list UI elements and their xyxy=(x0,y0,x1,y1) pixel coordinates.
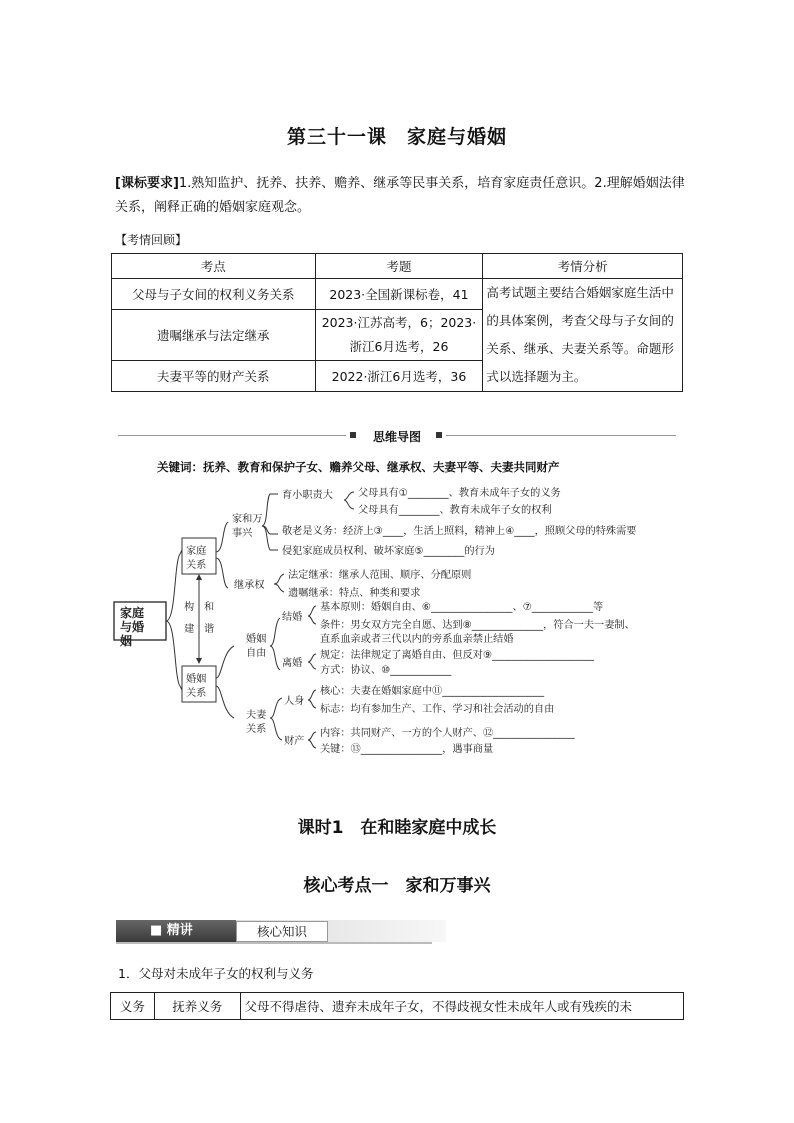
jinglao-text: 敬老是义务：经济上③____，生活上照料，精神上④____，照顾父母的特殊需要 xyxy=(282,526,637,537)
arrow-down-icon xyxy=(196,658,202,664)
tab-underline xyxy=(116,942,432,944)
caichan-label: 财产 xyxy=(284,736,305,747)
brace xyxy=(166,550,182,621)
table-cell: 遗嘱继承与法定继承 xyxy=(112,309,316,360)
link-left-label: 构建 xyxy=(184,602,195,635)
brace xyxy=(344,500,354,509)
yuxiao-item-2: 父母具有________、教育未成年子女的权利 xyxy=(358,505,552,516)
curriculum-text: 1.熟知监护、抚养、扶养、赡养、继承等民事关系，培育家庭责任意识。2.理解婚姻法律关系，阐释正确的婚姻家庭观念。 xyxy=(115,176,685,215)
header-point: 考点 xyxy=(112,254,316,279)
brace xyxy=(262,526,278,550)
lesson-title: 第三十一课 家庭与婚姻 xyxy=(286,126,507,148)
core-title: 核心考点一 家和万事兴 xyxy=(303,876,491,896)
jiehun-item-3: 直系血亲或者三代以内的旁系血亲禁止结婚 xyxy=(320,634,514,645)
table-cell: 抚养义务 xyxy=(154,993,240,1020)
brace xyxy=(308,606,316,616)
fading-text: 法定继承：继承人范围、顺序、分配原则 xyxy=(288,570,472,581)
mind-map-diagram xyxy=(110,482,690,762)
caichan-item-2: 关键：⑬________________，遇事商量 xyxy=(320,744,494,755)
jiehun-item-2: 条件：男女双方完全自愿、达到⑧______________，符合一夫一妻制、 xyxy=(320,620,635,631)
jiahe-label: 家和万事兴 xyxy=(232,514,263,539)
marriage-label: 婚姻关系 xyxy=(186,674,207,699)
section-heading-1: 1．父母对未成年子女的权利与义务 xyxy=(118,966,314,981)
brace xyxy=(270,618,280,646)
table-cell: 父母不得虐待、遗弃未成年子女，不得歧视女性未成年人或有残疾的未 xyxy=(240,993,683,1020)
tab-core-knowledge: 核心知识 xyxy=(236,921,328,942)
table-cell: 2023·江苏高考，6；2023·浙江6月选考，26 xyxy=(315,309,483,360)
brace xyxy=(216,522,228,552)
brace xyxy=(270,646,280,670)
table-cell: 2023·全国新课标卷，41 xyxy=(315,279,483,310)
ziyou-label: 婚姻自由 xyxy=(246,634,267,659)
brace xyxy=(166,621,182,690)
renshen-item-1: 核心：夫妻在婚姻家庭中⑪____________________ xyxy=(320,686,545,697)
table-cell: 2022·浙江6月选考，36 xyxy=(315,361,483,392)
jiehun-item-1: 基本原则：婚姻自由、⑥________________、⑦____________等 xyxy=(320,602,604,613)
brace xyxy=(270,698,282,718)
header-analysis: 考情分析 xyxy=(483,254,683,279)
lihun-item-2: 方式：协议、⑩____________ xyxy=(320,665,452,676)
brace xyxy=(274,574,284,584)
curriculum-tag: [课标要求] xyxy=(115,176,179,191)
brace xyxy=(274,584,284,592)
yizhu-text: 遗嘱继承：特点、种类和要求 xyxy=(288,588,421,599)
brace xyxy=(308,654,316,662)
brace xyxy=(308,740,316,748)
header-question: 考题 xyxy=(315,254,483,279)
brace xyxy=(262,494,278,526)
exam-review-table xyxy=(111,253,683,392)
yuxiao-label: 育小职责大 xyxy=(282,490,333,501)
class-title: 课时1 在和睦家庭中成长 xyxy=(297,818,497,838)
brace xyxy=(308,662,316,669)
lihun-item-1: 规定：法律规定了离婚自由、但反对⑨____________________ xyxy=(320,650,595,661)
renshen-item-2: 标志：均有参加生产、工作、学习和社会活动的自由 xyxy=(320,704,555,715)
table-cell: 义务 xyxy=(111,993,155,1020)
brace xyxy=(308,690,316,700)
yuxiao-item-1: 父母具有①________、教育未成年子女的义务 xyxy=(358,488,561,499)
link-right-label: 和谐 xyxy=(204,602,215,635)
table-cell: 夫妻平等的财产关系 xyxy=(112,361,316,392)
qinfan-text: 侵犯家庭成员权利、破坏家庭⑤________的行为 xyxy=(282,546,495,557)
jicheng-label: 继承权 xyxy=(234,580,265,591)
caichan-item-1: 内容：共同财产、一方的个人财产、⑫________________ xyxy=(320,728,575,739)
root-label: 家庭与婚姻 xyxy=(120,606,145,648)
curriculum-requirements xyxy=(115,172,687,220)
brace xyxy=(216,686,234,718)
mindmap-keywords: 关键词：抚养、教育和保护子女、赡养父母、继承权、夫妻平等、夫妻共同财产 xyxy=(157,460,560,474)
lihun-label: 离婚 xyxy=(282,658,303,669)
arrow-up-icon xyxy=(196,574,202,580)
renshen-label: 人身 xyxy=(284,696,305,707)
brace xyxy=(216,558,228,588)
tab-jingjiang: ■ 精讲 xyxy=(116,920,236,942)
brace xyxy=(270,718,282,740)
rights-duties-table xyxy=(110,992,684,1020)
brace xyxy=(216,646,234,678)
jiehun-label: 结婚 xyxy=(282,612,303,623)
fuqi-label: 夫妻关系 xyxy=(246,710,267,735)
brace xyxy=(344,492,354,500)
mindmap-title: 思维导图 xyxy=(372,430,421,444)
family-label: 家庭关系 xyxy=(186,546,207,571)
brace xyxy=(308,700,316,708)
exam-review-label: 【考情回顾】 xyxy=(115,233,188,247)
brace xyxy=(308,732,316,740)
table-cell: 父母与子女间的权利义务关系 xyxy=(112,279,316,310)
brace xyxy=(308,616,316,624)
analysis-cell: 高考试题主要结合婚姻家庭生活中的具体案例，考查父母与子女间的关系、继承、夫妻关系等。命题形式以选择题为主。 xyxy=(483,279,683,392)
